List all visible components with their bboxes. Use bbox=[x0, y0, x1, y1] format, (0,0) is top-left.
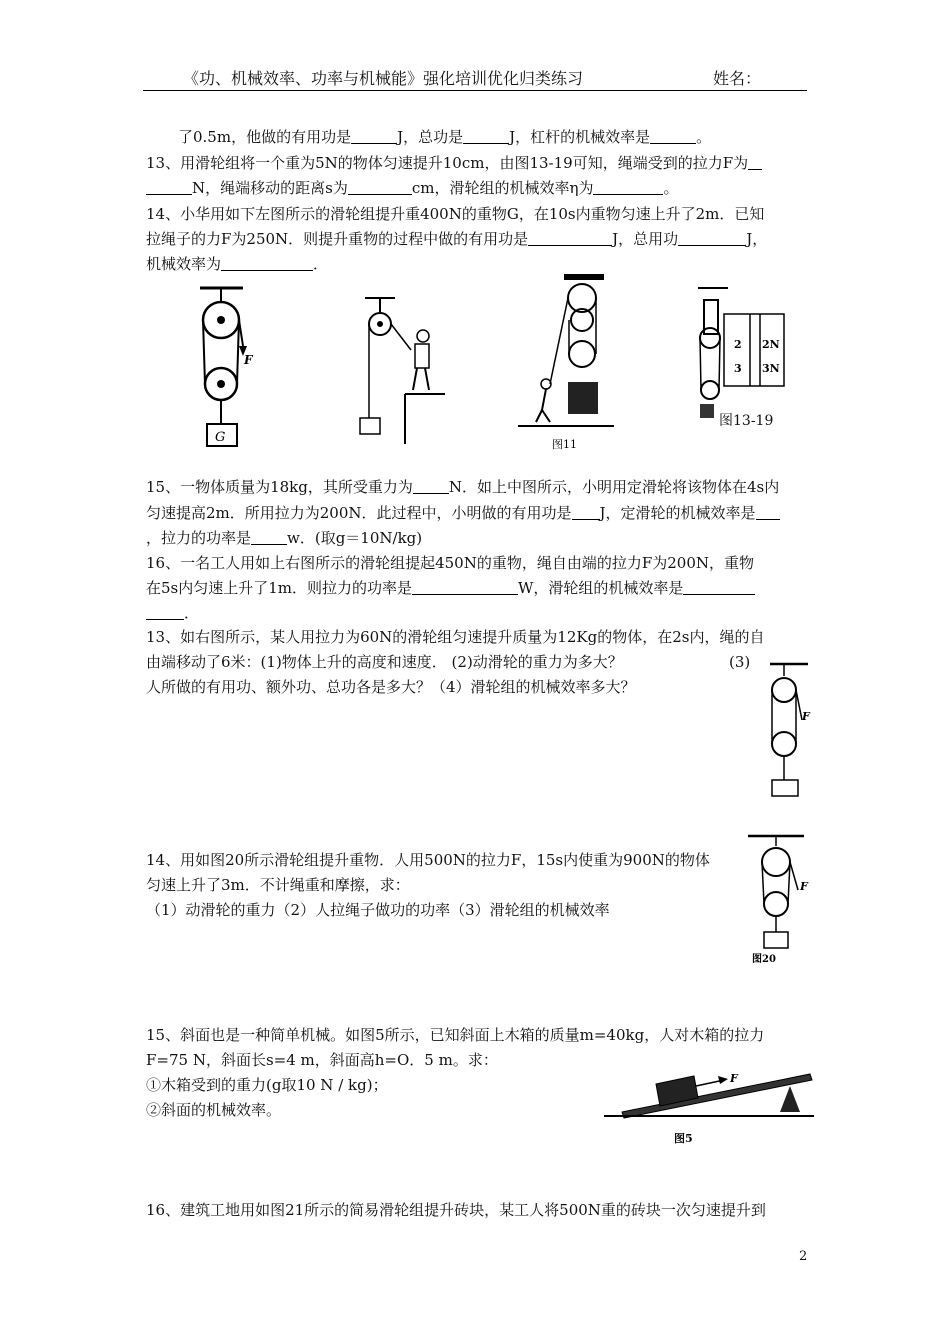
answer-blank[interactable] bbox=[146, 178, 192, 195]
text-line: (3) bbox=[729, 653, 751, 671]
force-label: F bbox=[244, 353, 253, 367]
force-label: F bbox=[802, 710, 810, 723]
answer-blank[interactable] bbox=[748, 153, 762, 170]
text-line: 拉绳子的力F为250N．则提升重物的过程中做的有用功是 J，总用功 J， bbox=[146, 230, 768, 248]
figure-caption: 图11 bbox=[552, 438, 577, 451]
page-header bbox=[143, 66, 807, 91]
pulley-scale-diagram bbox=[688, 286, 784, 420]
worksheet-title: 《功、机械效率、功率与机械能》强化培训优化归类练习 bbox=[183, 69, 584, 88]
text-line: ，拉力的功率是 w．(取g＝10N/kg) bbox=[146, 529, 423, 547]
text-line: 15、一物体质量为18kg，其所受重力为 N．如上中图所示，小明用定滑轮将该物体在4s内 bbox=[146, 478, 780, 496]
weight-label: G bbox=[215, 430, 226, 445]
text-line: 人所做的有用功、额外功、总功各是多大？（4）滑轮组的机械效率多大？ bbox=[146, 678, 636, 696]
text-line: 16、建筑工地用如图21所示的简易滑轮组提升砖块，某工人将500N重的砖块一次匀速提升到 bbox=[146, 1201, 766, 1219]
text-line: N，绳端移动的距离s为 cm，滑轮组的机械效率η为 。 bbox=[146, 175, 678, 201]
text-line: 15、斜面也是一种简单机械。如图5所示，已知斜面上木箱的质量m=40kg，人对木箱的拉力 bbox=[146, 1026, 765, 1044]
text-line: （1）动滑轮的重力（2）人拉绳子做功的功率（3）滑轮组的机械效率 bbox=[146, 901, 610, 919]
scale-mark: 3 bbox=[734, 362, 742, 375]
scale-mark: 2N bbox=[762, 338, 780, 351]
text-line: 13、用滑轮组将一个重为5N的物体匀速提升10cm，由图13-19可知，绳端受到的拉力F为 bbox=[146, 150, 762, 176]
text-line: ． bbox=[146, 600, 199, 626]
text-line: 机械效率为 ． bbox=[146, 255, 329, 273]
answer-blank[interactable] bbox=[351, 127, 397, 144]
pulley-diagram-fig11 bbox=[516, 272, 616, 452]
text-line: 匀速提高2m．所用拉力为200N．此过程中，小明做的有用功是 J，定滑轮的机械效率是 bbox=[146, 500, 780, 526]
text-line: ①木箱受到的重力(g取10 N / kg)； bbox=[146, 1076, 388, 1094]
figure-caption: 图13-19 bbox=[719, 413, 774, 429]
scale-mark: 2 bbox=[734, 338, 742, 351]
text-line: 在5s内匀速上升了1m．则拉力的功率是 W，滑轮组的机械效率是 bbox=[146, 575, 755, 601]
text-line: 16、一名工人用如上右图所示的滑轮组提起450N的重物，绳自由端的拉力F为200N，重物 bbox=[146, 554, 755, 572]
pulley-diagram-left bbox=[195, 284, 255, 454]
answer-blank[interactable] bbox=[463, 127, 509, 144]
text-line: ②斜面的机械效率。 bbox=[146, 1101, 282, 1119]
pulley-diagram-fig20 bbox=[744, 832, 812, 966]
text-line: 14、用如图20所示滑轮组提升重物．人用500N的拉力F，15s内使重为900N的物体 bbox=[146, 851, 710, 869]
answer-blank[interactable] bbox=[650, 127, 696, 144]
text-line: 匀速上升了3m．不计绳重和摩擦，求： bbox=[146, 876, 410, 894]
answer-blank[interactable] bbox=[756, 503, 780, 520]
name-label: 姓名： bbox=[712, 69, 761, 88]
pulley-diagram-right bbox=[766, 660, 816, 800]
answer-blank[interactable] bbox=[413, 477, 449, 494]
figure-caption: 图5 bbox=[674, 1132, 693, 1145]
text-line: 14、小华用如下左图所示的滑轮组提升重400N的重物G，在10s内重物匀速上升了2m．已知 bbox=[146, 205, 765, 223]
answer-blank[interactable] bbox=[593, 178, 663, 195]
figure-caption: 图20 bbox=[752, 954, 776, 965]
text-line: F=75 N，斜面长s=4 m，斜面高h=O．5 m。求： bbox=[146, 1051, 498, 1069]
answer-blank[interactable] bbox=[348, 178, 412, 195]
answer-blank[interactable] bbox=[572, 503, 600, 520]
force-label: F bbox=[730, 1072, 738, 1085]
scale-mark: 3N bbox=[762, 362, 780, 375]
answer-blank[interactable] bbox=[251, 528, 287, 545]
page-number: 2 bbox=[799, 1249, 808, 1264]
answer-blank[interactable] bbox=[412, 578, 518, 595]
answer-blank[interactable] bbox=[528, 229, 612, 246]
text-line: 由端移动了6米：(1)物体上升的高度和速度． (2)动滑轮的重力为多大？ bbox=[146, 653, 623, 671]
incline-diagram-fig5 bbox=[604, 1066, 814, 1150]
text-line: 13、如右图所示，某人用拉力为60N的滑轮组匀速提升质量为12Kg的物体，在2s内，绳的自 bbox=[146, 628, 765, 646]
fixed-pulley-diagram bbox=[355, 294, 445, 444]
answer-blank[interactable] bbox=[678, 229, 746, 246]
force-label: F bbox=[800, 880, 808, 893]
text-line: 了0.5m，他做的有用功是 J，总功是 J，杠杆的机械效率是 。 bbox=[178, 128, 712, 146]
answer-blank[interactable] bbox=[221, 254, 313, 271]
answer-blank[interactable] bbox=[683, 578, 755, 595]
answer-blank[interactable] bbox=[146, 603, 184, 620]
